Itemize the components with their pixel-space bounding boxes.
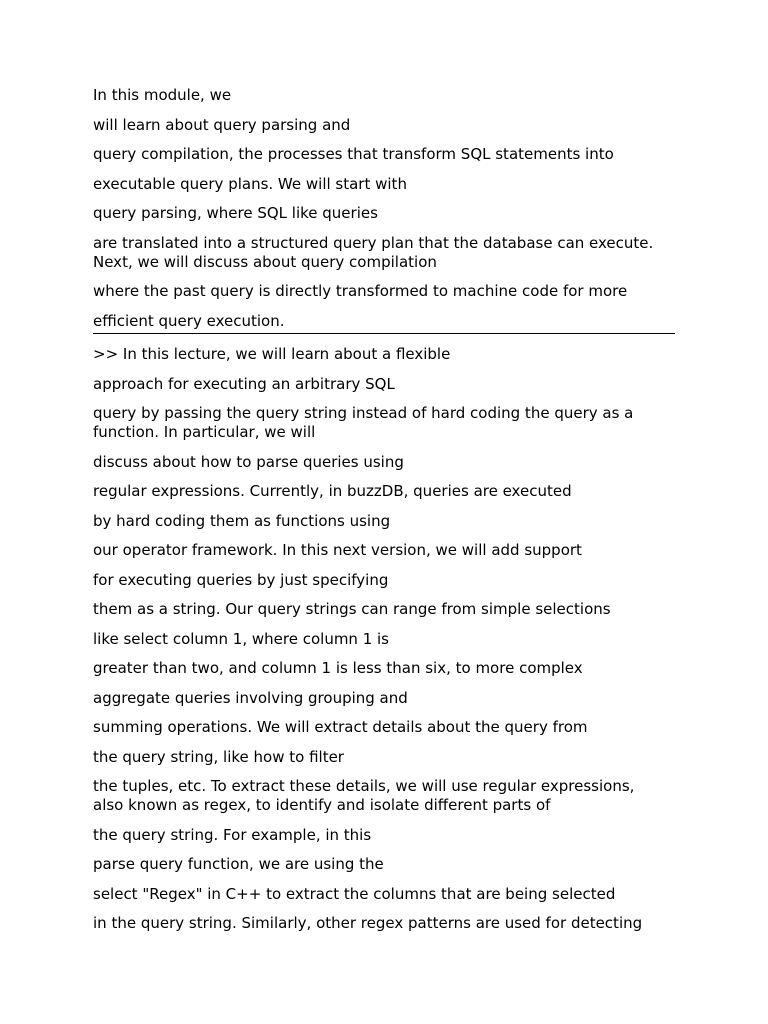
document-page — [93, 86, 678, 944]
paragraph: query compilation, the processes that transform SQL statements into — [93, 145, 614, 163]
paragraph: will learn about query parsing and — [93, 115, 351, 134]
paragraph-line: query by passing the query string instead of hard coding the query as a — [93, 404, 634, 422]
paragraph: the query string. For example, in this — [93, 825, 372, 844]
paragraph: >> In this lecture, we will learn about a flexible — [93, 345, 451, 363]
paragraph: approach for executing an arbitrary SQL — [93, 374, 395, 393]
paragraph: parse query function, we are using the — [93, 855, 384, 873]
paragraph: them as a string. Our query strings can range from simple selections — [93, 600, 611, 618]
section-divider — [93, 333, 675, 334]
paragraph: greater than two, and column 1 is less than six, to more complex — [93, 659, 583, 677]
paragraph: summing operations. We will extract details about the query from — [93, 718, 588, 736]
paragraph — [93, 404, 678, 442]
paragraph: In this module, we — [93, 86, 232, 104]
section-intro — [93, 86, 678, 331]
paragraph-line: the tuples, etc. To extract these details, we will use regular expressions, — [93, 777, 635, 795]
paragraph: efficient query execution. — [93, 311, 285, 330]
section-lecture — [93, 345, 678, 933]
paragraph-line: Next, we will discuss about query compilation — [93, 252, 437, 271]
paragraph: aggregate queries involving grouping and — [93, 688, 408, 707]
paragraph: our operator framework. In this next version, we will add support — [93, 541, 582, 559]
paragraph-line: function. In particular, we will — [93, 423, 316, 441]
paragraph: for executing queries by just specifying — [93, 570, 389, 589]
paragraph: by hard coding them as functions using — [93, 511, 391, 530]
paragraph — [93, 234, 678, 272]
paragraph: regular expressions. Currently, in buzzDB, queries are executed — [93, 482, 572, 500]
paragraph: like select column 1, where column 1 is — [93, 629, 390, 648]
paragraph: executable query plans. We will start with — [93, 174, 407, 193]
paragraph: select "Regex" in C++ to extract the columns that are being selected — [93, 884, 616, 903]
paragraph: in the query string. Similarly, other regex patterns are used for detecting — [93, 914, 643, 932]
paragraph-line: are translated into a structured query plan that the database can execute. — [93, 233, 654, 252]
paragraph: the query string, like how to filter — [93, 747, 344, 766]
paragraph — [93, 777, 678, 815]
paragraph: where the past query is directly transformed to machine code for more — [93, 282, 628, 300]
paragraph-line: also known as regex, to identify and isolate different parts of — [93, 796, 551, 814]
paragraph: discuss about how to parse queries using — [93, 452, 404, 471]
paragraph: query parsing, where SQL like queries — [93, 204, 378, 222]
